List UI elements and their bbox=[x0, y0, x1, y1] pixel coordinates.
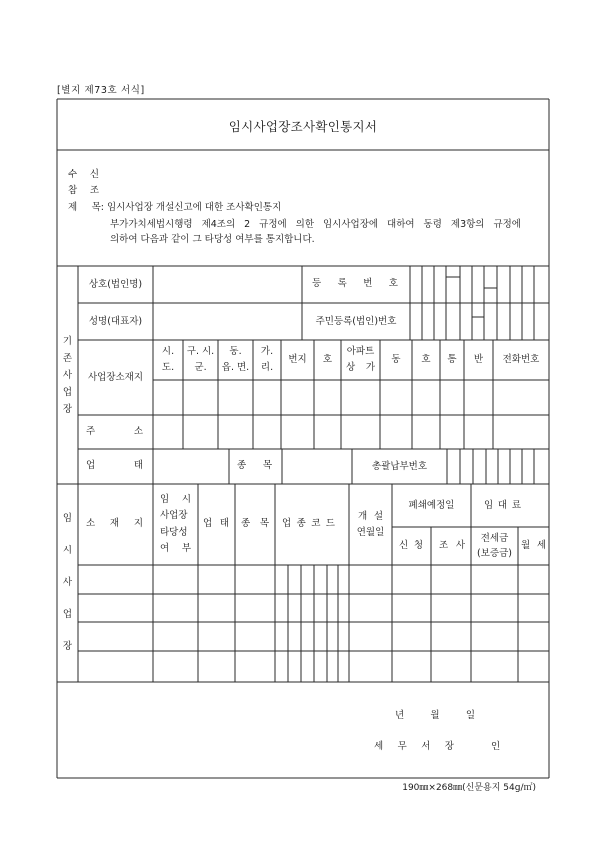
location-col-tong: 통 bbox=[447, 354, 457, 365]
subject-label: 제 목: bbox=[68, 202, 104, 213]
location-col-line: 동. bbox=[229, 346, 242, 357]
representative-value bbox=[153, 303, 302, 340]
temporary-business-row bbox=[78, 651, 549, 682]
location-col-ho: 호 bbox=[322, 354, 333, 365]
location-col-line: 도. bbox=[161, 362, 175, 373]
location-col-province bbox=[153, 340, 183, 380]
temp-opening-date-header bbox=[349, 484, 392, 565]
existing-business-section-text: 기존사업장 bbox=[62, 335, 73, 415]
location-col-unit: 호 bbox=[421, 354, 431, 365]
seal-mark: 인 bbox=[491, 741, 501, 752]
tax-office-head-label: 세 무 서 장 bbox=[374, 741, 454, 752]
temp-closing-date-header: 폐쇄예정일 bbox=[408, 499, 455, 511]
location-col-ban: 반 bbox=[473, 354, 484, 365]
consolidated-payment-number-boxes bbox=[447, 449, 549, 484]
location-col-line: 아파트 bbox=[346, 346, 375, 357]
subject-text: 임시사업장 개설신고에 대한 조사확인통지 bbox=[107, 202, 282, 213]
trade-name-value bbox=[153, 266, 302, 303]
temporary-business-section-text: 임시사업장 bbox=[62, 513, 73, 652]
temporary-business-row bbox=[78, 594, 549, 622]
temp-closing-applied-header: 신 청 bbox=[399, 540, 423, 551]
location-col-district bbox=[183, 340, 218, 380]
location-value-row bbox=[153, 380, 549, 415]
business-item-label: 종 목 bbox=[237, 460, 272, 471]
address-value-row bbox=[153, 415, 549, 449]
reference-value bbox=[106, 184, 306, 198]
registration-number-label: 등 록 번 호 bbox=[312, 278, 398, 289]
location-col-line: 가. bbox=[260, 346, 274, 357]
location-col-town bbox=[218, 340, 253, 380]
temp-opening-date-line: 연월일 bbox=[356, 526, 385, 538]
temp-rent-header: 임 대 료 bbox=[484, 500, 521, 511]
paper-spec: 190㎜×268㎜(신문용지 54g/㎡) bbox=[402, 783, 536, 793]
representative-label: 성명(대표자) bbox=[88, 315, 143, 327]
reference-label: 참 조 bbox=[68, 185, 99, 196]
recipient-value bbox=[106, 168, 306, 182]
temporary-business-section-label bbox=[57, 484, 78, 682]
location-col-lot-number: 번지 bbox=[288, 354, 307, 365]
temporary-business-row bbox=[78, 622, 549, 651]
temporary-business-row bbox=[78, 565, 549, 594]
location-col-apartment bbox=[341, 340, 380, 380]
business-location-label: 사업장소재지 bbox=[87, 371, 144, 383]
temp-validity-line: 여 부 bbox=[160, 543, 191, 554]
temp-validity-line: 타당성 bbox=[160, 526, 188, 538]
temp-closing-surveyed-header: 조 사 bbox=[439, 540, 465, 551]
location-col-line: 상 가 bbox=[346, 362, 375, 373]
location-col-phone: 전화번호 bbox=[502, 354, 540, 365]
recipient-label: 수 신 bbox=[68, 169, 99, 180]
temp-item-header: 종 목 bbox=[241, 518, 269, 529]
location-col-line: 구. 시. bbox=[186, 346, 215, 357]
address-label: 주 소 bbox=[86, 426, 143, 437]
notice-body-line: 부가가치세법시행령 제4조의 2 규정에 의한 임시사업장에 대하여 동령 제3항의 규정에 bbox=[110, 219, 521, 230]
temp-deposit-line: 전세금 bbox=[480, 533, 509, 544]
location-col-line: 군. bbox=[194, 362, 207, 373]
registration-number-boxes bbox=[410, 266, 549, 303]
business-item-value bbox=[282, 449, 352, 484]
temp-validity-line: 사업장 bbox=[160, 510, 188, 521]
form-number: [별지 제73호 서식] bbox=[57, 85, 145, 96]
temp-industry-code-header: 업 종 코 드 bbox=[282, 518, 335, 529]
notice-body-line: 의하여 다음과 같이 그 타당성 여부를 통지합니다. bbox=[110, 234, 315, 245]
trade-name-label: 상호(법인명) bbox=[88, 278, 143, 290]
resident-number-boxes bbox=[410, 303, 549, 340]
location-col-line: 리. bbox=[260, 362, 274, 373]
existing-business-section-label bbox=[57, 266, 78, 484]
location-col-building: 동 bbox=[391, 354, 401, 365]
temp-validity-line: 임 시 bbox=[160, 493, 191, 505]
document-title: 임시사업장조사확인통지서 bbox=[228, 119, 378, 134]
resident-number-label: 주민등록(법인)번호 bbox=[315, 315, 397, 327]
location-col-line: 시. bbox=[161, 346, 175, 357]
location-col-village bbox=[253, 340, 281, 380]
issue-date-label: 년 월 일 bbox=[395, 710, 475, 721]
location-col-line: 읍. 면. bbox=[221, 362, 250, 373]
temp-validity-header bbox=[153, 484, 198, 565]
temp-monthly-rent-header: 월 세 bbox=[521, 540, 546, 551]
temp-business-type-header: 업 태 bbox=[203, 518, 229, 529]
temp-location-header: 소 재 지 bbox=[86, 518, 143, 529]
business-type-label: 업 태 bbox=[86, 460, 143, 471]
temp-opening-date-line: 개 설 bbox=[358, 510, 383, 522]
temp-deposit-header bbox=[471, 527, 518, 565]
business-type-value bbox=[153, 449, 229, 484]
temp-deposit-line: (보증금) bbox=[477, 548, 512, 559]
consolidated-payment-label: 총괄납부번호 bbox=[371, 460, 428, 472]
